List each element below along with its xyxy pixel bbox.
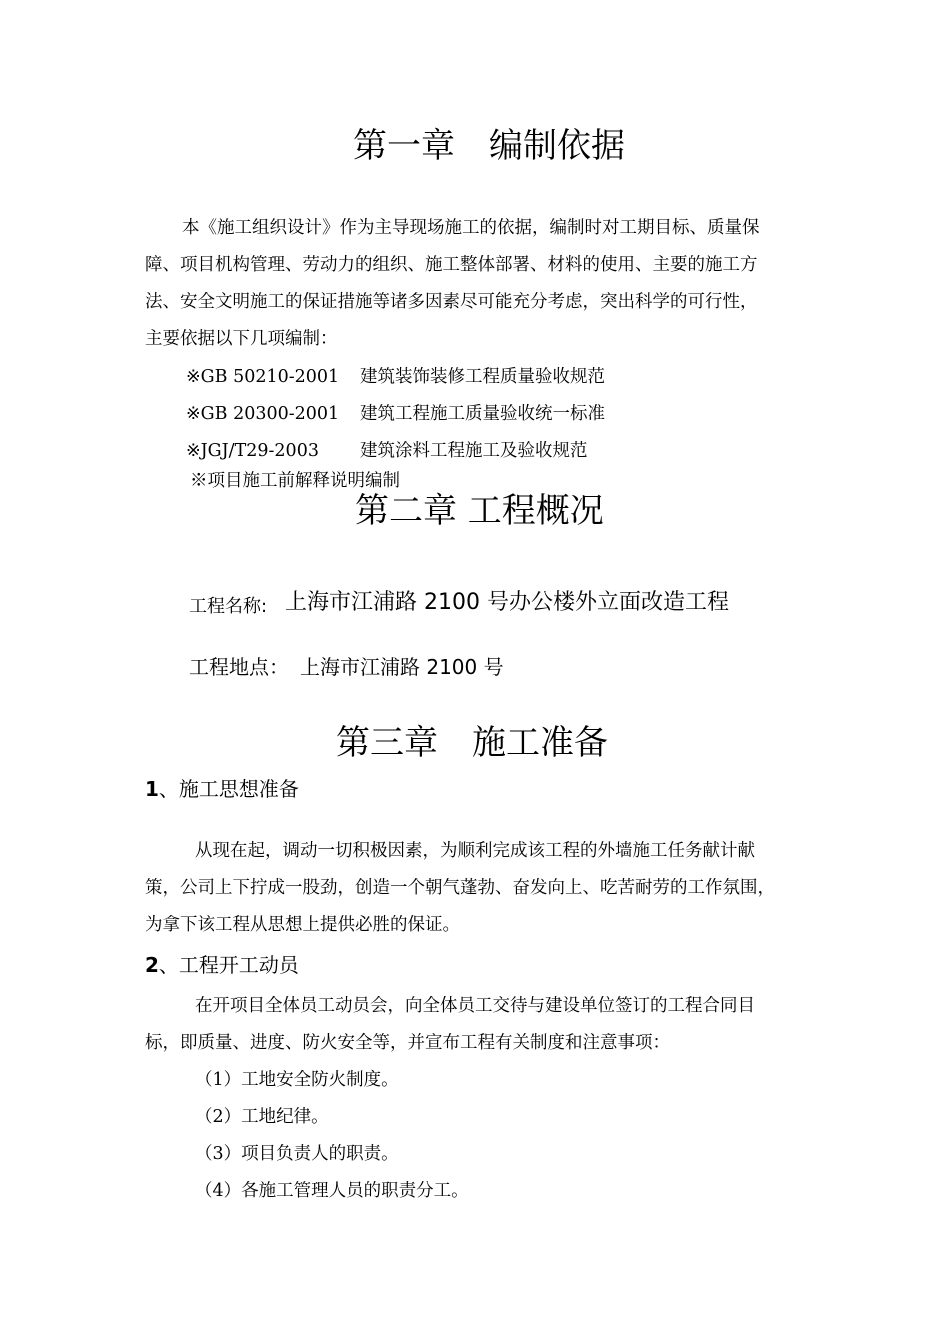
list-item: （4）各施工管理人员的职责分工。 [195, 1181, 469, 1201]
section2-para-line-2: 标，即质量、进度、防火安全等，并宣布工程有关制度和注意事项： [145, 1033, 670, 1053]
standard-name: 建筑涂料工程施工及验收规范 [360, 441, 588, 461]
section1-para-line-3: 为拿下该工程从思想上提供必胜的保证。 [145, 915, 460, 935]
standard-code: ※GB 50210-2001 [186, 367, 340, 387]
section1-heading [145, 773, 299, 802]
standard-name: 建筑装饰装修工程质量验收规范 [360, 367, 605, 387]
list-item: （2）工地纪律。 [195, 1107, 329, 1127]
standard-code: ※JGJ/T29-2003 [186, 441, 319, 461]
chapter3-title: 第三章 施工准备 [336, 723, 608, 763]
section1-title: 、施工思想准备 [158, 777, 299, 801]
section1-number: 1 [145, 777, 159, 801]
list-item: （3）项目负责人的职责。 [195, 1144, 399, 1164]
list-item: （1）工地安全防火制度。 [195, 1070, 399, 1090]
section1-para-line-1: 从现在起，调动一切积极因素，为顺利完成该工程的外墙施工任务献计献 [195, 841, 755, 861]
chapter1-para-line-3: 法、安全文明施工的保证措施等诸多因素尽可能充分考虑，突出科学的可行性， [145, 292, 758, 312]
chapter2-title: 第二章 工程概况 [355, 491, 604, 531]
section2-heading [145, 949, 299, 978]
project-location-value: 上海市江浦路 2100 号 [300, 655, 504, 679]
chapter1-para-line-1: 本《施工组织设计》作为主导现场施工的依据，编制时对工期目标、质量保 [182, 218, 760, 238]
standard-name: 建筑工程施工质量验收统一标准 [360, 404, 605, 424]
extra-note: ※项目施工前解释说明编制 [190, 471, 400, 491]
section2-number: 2 [145, 953, 159, 977]
project-name-value: 上海市江浦路 2100 号办公楼外立面改造工程 [285, 590, 729, 615]
chapter1-para-line-4: 主要依据以下几项编制： [145, 329, 338, 349]
standard-code: ※GB 20300-2001 [186, 404, 340, 424]
project-name-label: 工程名称: [189, 596, 268, 617]
section2-para-line-1: 在开项目全体员工动员会，向全体员工交待与建设单位签订的工程合同目 [195, 996, 755, 1016]
chapter1-para-line-2: 障、项目机构管理、劳动力的组织、施工整体部署、材料的使用、主要的施工方 [145, 255, 758, 275]
section1-para-line-2: 策，公司上下拧成一股劲，创造一个朝气蓬勃、奋发向上、吃苦耐劳的工作氛围， [145, 878, 775, 898]
chapter1-title: 第一章 编制依据 [353, 126, 625, 166]
project-location-label: 工程地点： [189, 655, 289, 679]
section2-title: 、工程开工动员 [158, 953, 299, 977]
